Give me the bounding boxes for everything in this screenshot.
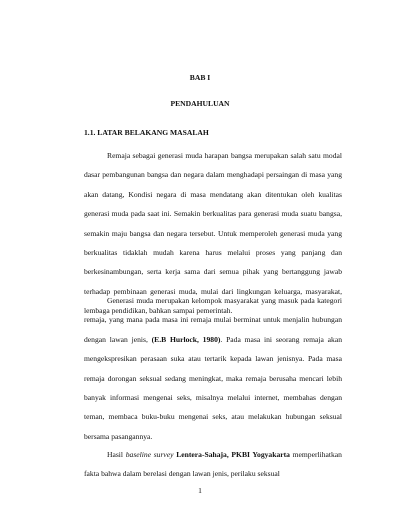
paragraph-2 — [84, 291, 342, 446]
paragraph-2-after: . Pada masa ini seorang remaja akan mengekspresikan perasaan suka atau tertarik kepada lawan jenisnya. Pada masa remaja dorongan seksual sedang meningkat, maka remaja berusaha mencari lebih banyak informasi mengenai seks, misalnya melalui internet, membahas dengan teman, membaca buku-buku mengenai seks, atau melakukan hubungan seksual bersama pasangannya. — [84, 334, 342, 441]
chapter-title: PENDAHULUAN — [170, 99, 230, 108]
paragraph-3 — [84, 445, 342, 484]
citation-hurlock: (E.B Hurlock, 1980) — [151, 334, 221, 344]
organization-name: Lentera-Sahaja, PKBI Yogyakarta — [176, 450, 290, 459]
chapter-number: BAB I — [189, 73, 211, 82]
paragraph-1-text: Remaja sebagai generasi muda harapan bangsa merupakan salah satu modal dasar pembangunan bangsa dan negara dalam menghadapi persaingan di masa yang akan datang, Kondisi negara di masa mendatang akan ditentukan oleh kualitas generasi muda pada saat ini. Semakin berkualitas para generasi muda suatu bangsa, semakin maju bangsa dan negara tersebut. Untuk memperoleh generasi muda yang berkualitas tidaklah mudah karena harus melalui proses yang panjang dan berkesinambungan, serta kerja sama dari semua pihak yang bertanggung jawab terhadap pembinaan generasi muda, mulai dari lingkungan keluarga, masyarakat, lembaga pendidikan, bahkan sampai pemerintah. — [84, 151, 342, 316]
paragraph-3-before: Hasil — [107, 450, 126, 459]
paragraph-3-after: memperlihatkan fakta bahwa dalam berelasi dengan lawan jenis, perilaku seksual — [84, 450, 342, 479]
section-heading: 1.1. LATAR BELAKANG MASALAH — [84, 128, 209, 137]
page-number: 1 — [198, 486, 202, 495]
baseline-survey-italic: baseline survey — [125, 450, 174, 459]
paragraph-2-before: Generasi muda merupakan kelompok masyarakat yang masuk pada kategori remaja, yang mana pada masa ini remaja mulai berminat untuk menjalin hubungan dengan lawan jenis, — [84, 296, 342, 344]
